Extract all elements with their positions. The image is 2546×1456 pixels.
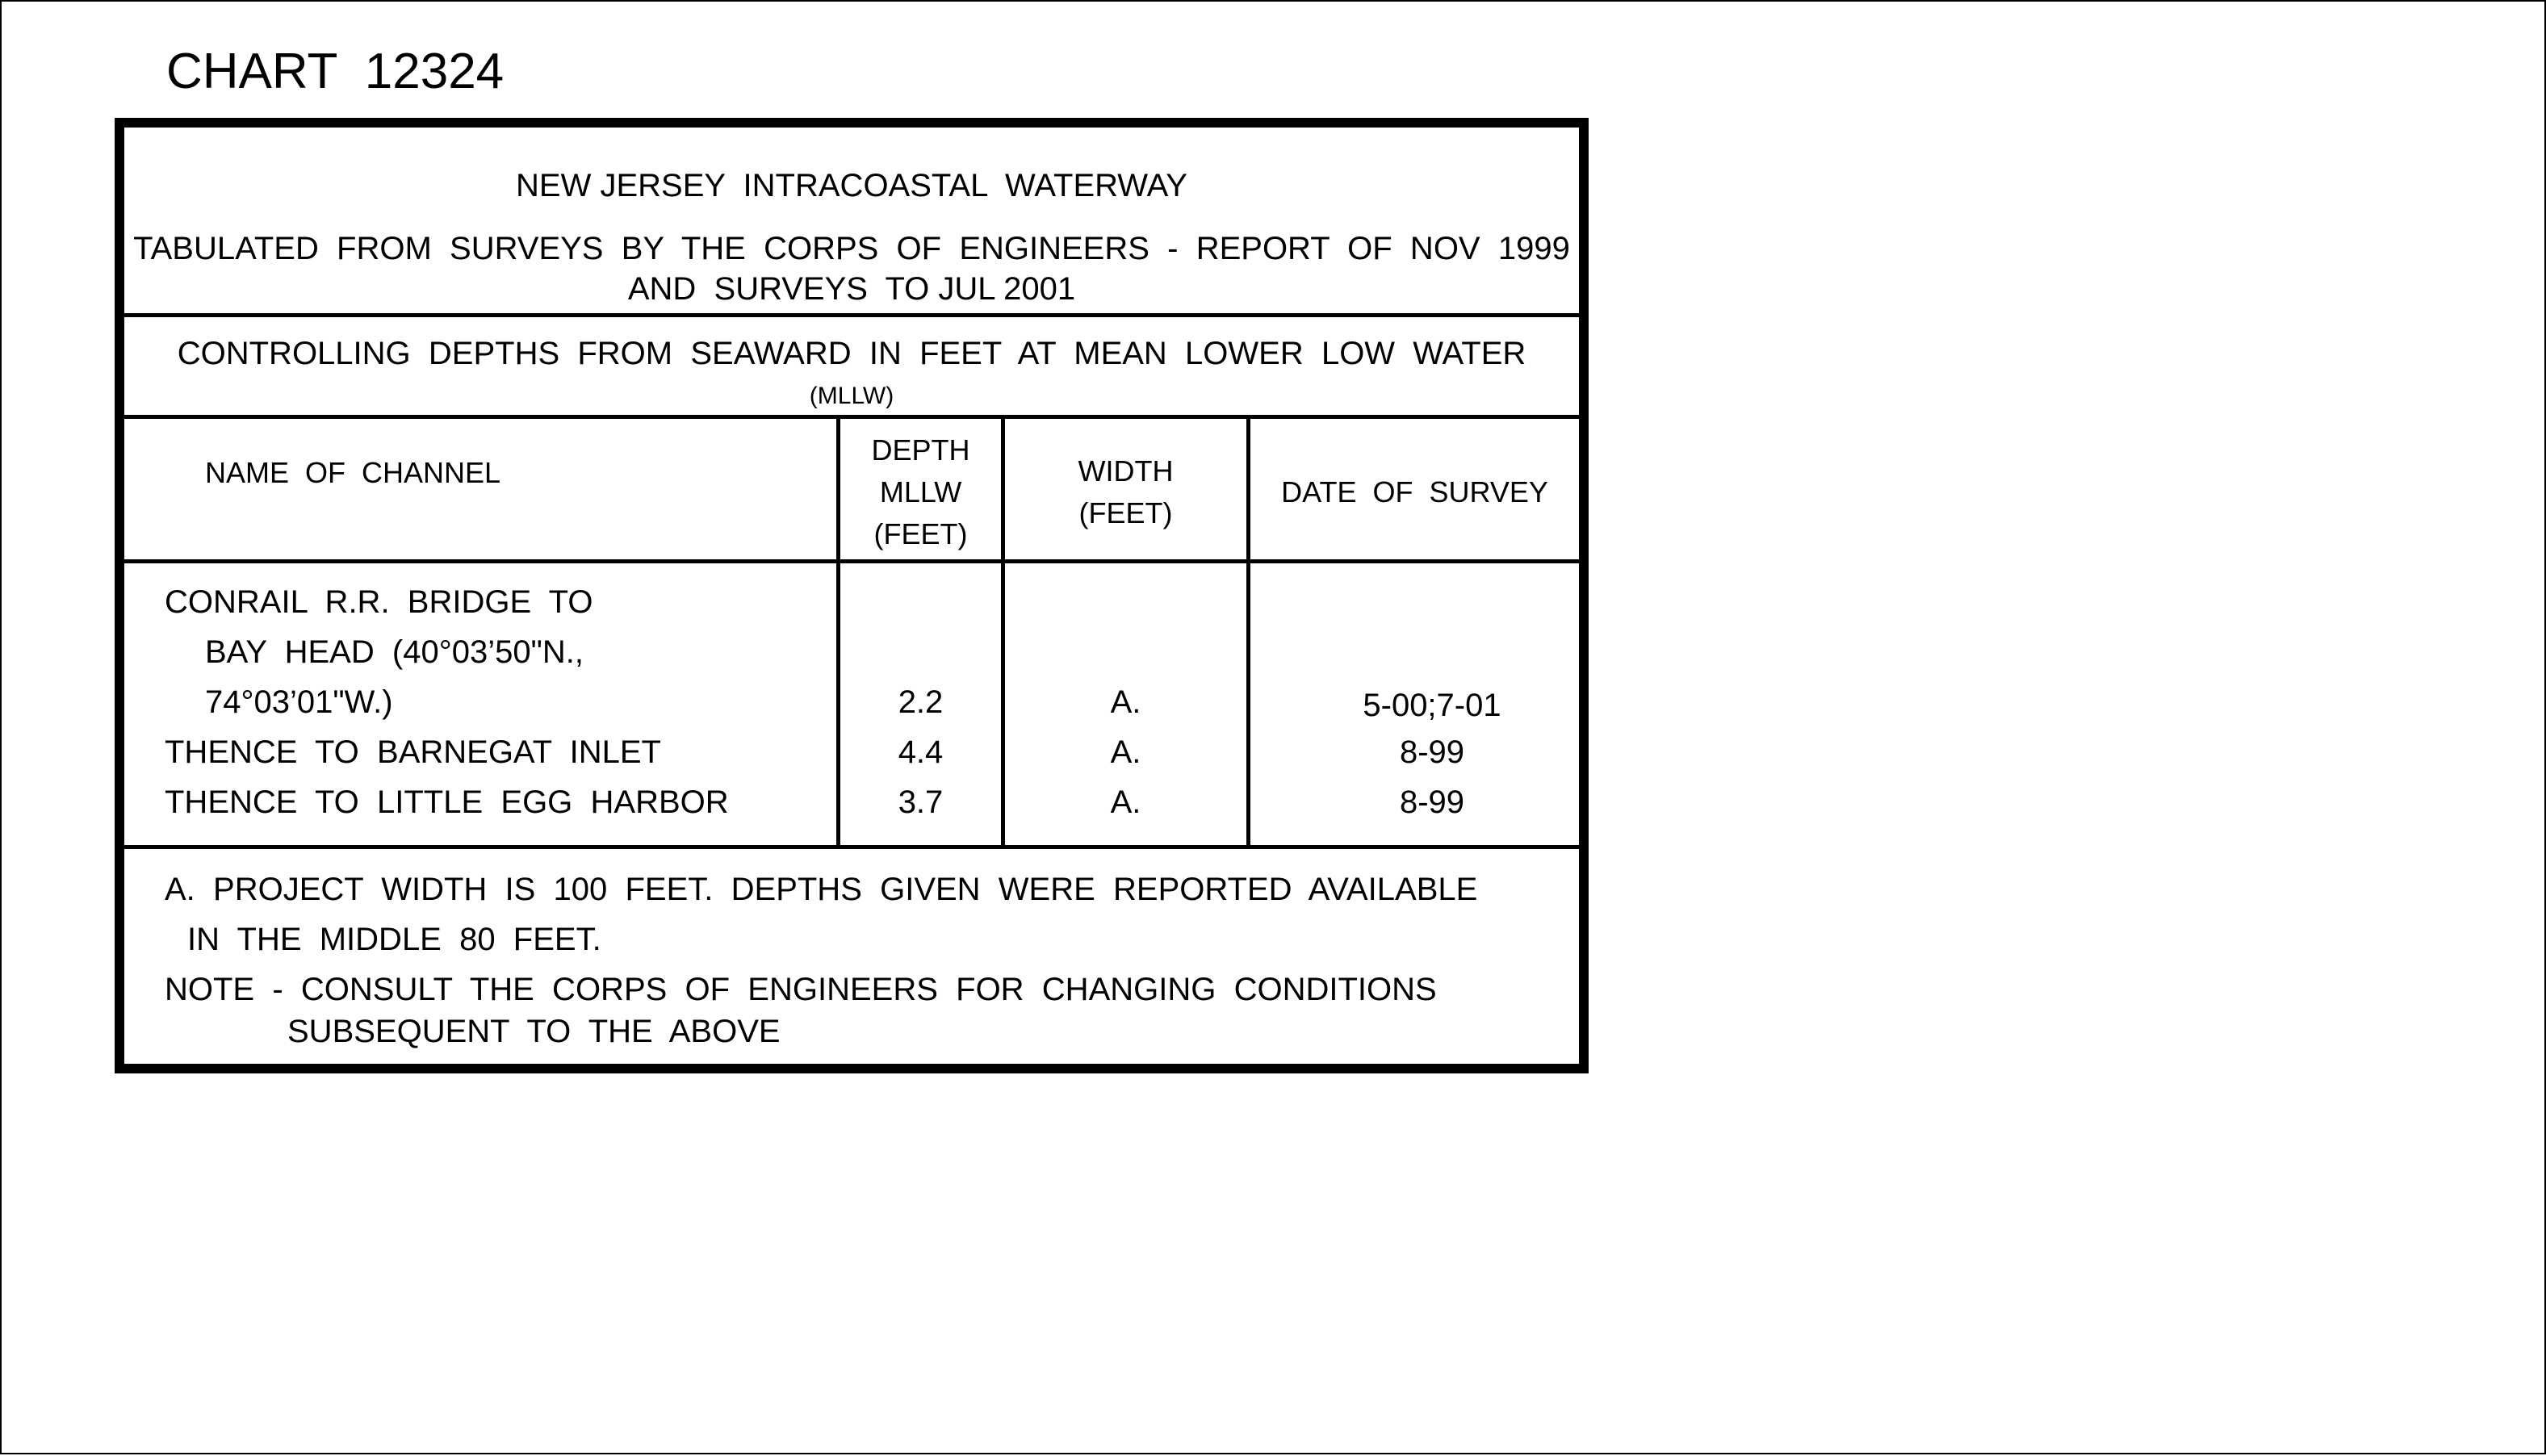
row-1-depth: 2.2 xyxy=(898,684,944,720)
row-3-width: A. xyxy=(1110,784,1141,820)
row-3-date: 8-99 xyxy=(1399,784,1465,820)
controlling-depths-table xyxy=(115,118,1589,1073)
row-1-width: A. xyxy=(1110,684,1141,720)
column-name-of-channel: NAME OF CHANNEL xyxy=(205,456,501,489)
row-1-name-line-3: 74°03’01"W.) xyxy=(205,684,393,720)
note-line-2: SUBSEQUENT TO THE ABOVE xyxy=(287,1014,781,1049)
divider-depths xyxy=(124,415,1579,419)
column-width-line-1: WIDTH xyxy=(1078,454,1174,487)
row-2-name: THENCE TO BARNEGAT INLET xyxy=(165,734,661,770)
note-line-1: NOTE - CONSULT THE CORPS OF ENGINEERS FOR CHANGING CONDITIONS xyxy=(165,972,1437,1007)
divider-columns xyxy=(124,559,1579,563)
row-2-date: 8-99 xyxy=(1399,734,1465,770)
chart-title: CHART 12324 xyxy=(166,44,505,99)
waterway-title: NEW JERSEY INTRACOASTAL WATERWAY xyxy=(516,168,1187,203)
row-3-depth: 3.7 xyxy=(898,784,944,820)
note-a-line-2: IN THE MIDDLE 80 FEET. xyxy=(187,922,601,957)
column-width-line-2: (FEET) xyxy=(1078,496,1173,529)
row-2-width: A. xyxy=(1110,734,1141,770)
divider-rows xyxy=(124,845,1579,849)
source-line-2: AND SURVEYS TO JUL 2001 xyxy=(627,271,1076,307)
mllw-label: (MLLW) xyxy=(809,383,894,409)
divider-header xyxy=(124,313,1579,317)
note-a-line-1: A. PROJECT WIDTH IS 100 FEET. DEPTHS GIVEN WERE REPORTED AVAILABLE xyxy=(165,872,1478,907)
row-3-name: THENCE TO LITTLE EGG HARBOR xyxy=(165,784,729,820)
column-depth-line-1: DEPTH xyxy=(871,433,970,467)
controlling-depths-line: CONTROLLING DEPTHS FROM SEAWARD IN FEET AT MEAN LOWER LOW WATER xyxy=(177,336,1526,371)
row-1-date: 5-00;7-01 xyxy=(1363,688,1501,723)
source-line-1: TABULATED FROM SURVEYS BY THE CORPS OF ENGINEERS - REPORT OF NOV 1999 xyxy=(133,231,1570,266)
column-date-of-survey: DATE OF SURVEY xyxy=(1281,475,1548,508)
row-1-name-line-1: CONRAIL R.R. BRIDGE TO xyxy=(165,584,593,620)
column-depth-line-2: MLLW xyxy=(879,475,962,508)
row-1-name-line-2: BAY HEAD (40°03’50"N., xyxy=(205,634,584,670)
column-depth-line-3: (FEET) xyxy=(873,517,968,550)
row-2-depth: 4.4 xyxy=(898,734,944,770)
